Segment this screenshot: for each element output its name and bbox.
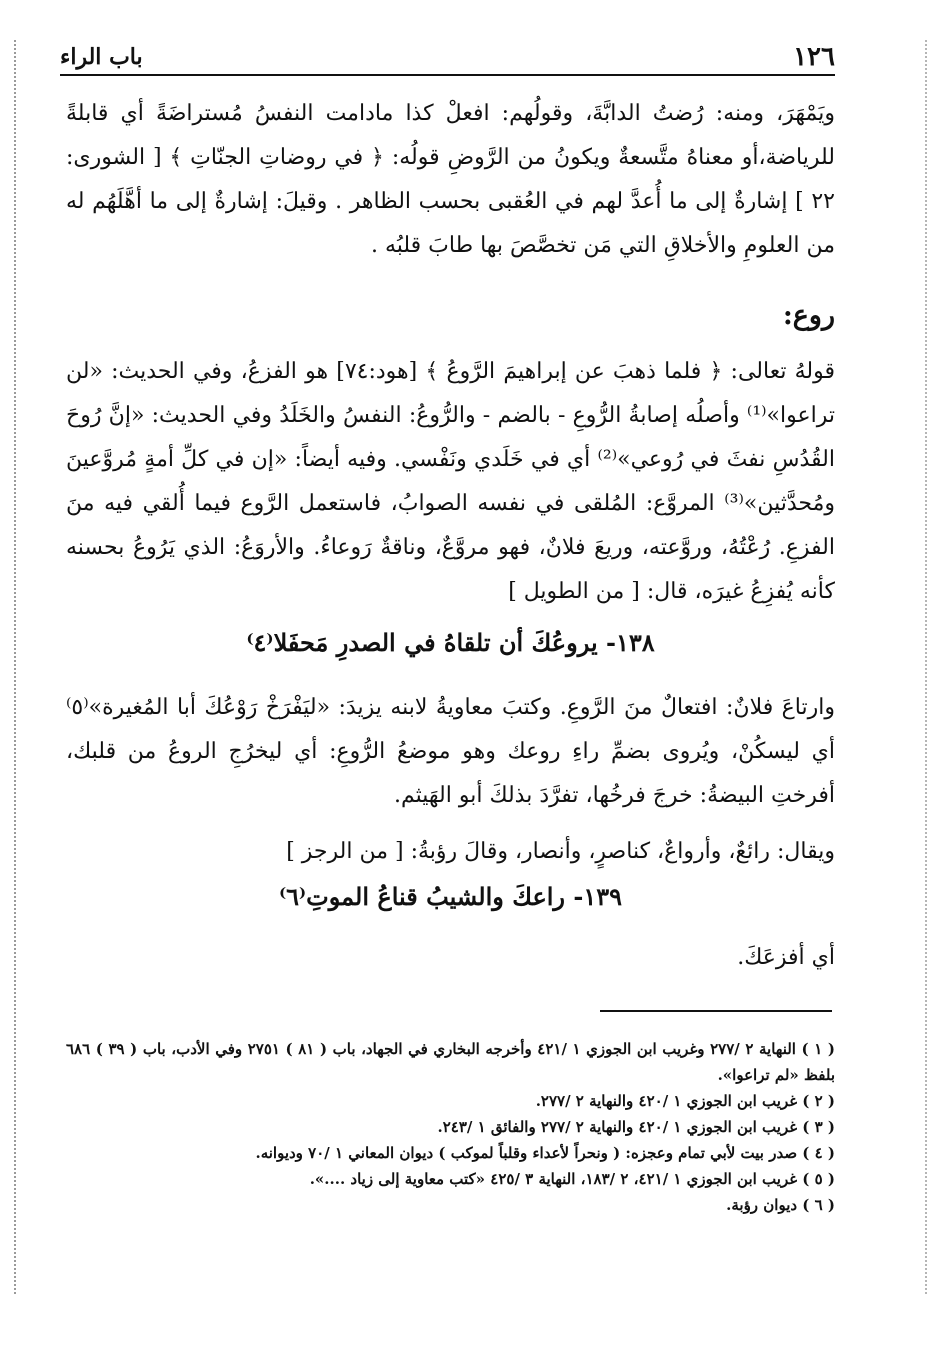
footnote-separator xyxy=(600,1010,832,1012)
footnote-2: ( ٢ ) غريب ابن الجوزي ١ /٤٢٠ والنهاية ٢ /٢٧٧. xyxy=(535,1092,835,1110)
root-heading: روع: xyxy=(782,300,835,331)
chapter-title: باب الراء xyxy=(60,44,143,70)
footnote-3: ( ٣ ) غريب ابن الجوزي ١ /٤٢٠ والنهاية ٢ /٢٧٧ والفائق ١ /٢٤٣. xyxy=(437,1118,835,1136)
paragraph-3: وارتاعَ فلانٌ: افتعالٌ منَ الرَّوعِ. وكتبَ معاويةُ لابنه يزيدَ: «ليَفْرَخْ رَوْعُكَ أبا المُغيرة»⁽٥⁾ أي ليسكُنْ، ويُروى بضمِّ راءِ روعك وهو موضعُ الرُّوعِ: أي ليخرُجِ الروعُ من قلبك، أفرختِ البيضةُ: خرجَ فرخُها، تفرَّدَ بذلكَ أبو الهَيثم. xyxy=(66,695,835,808)
paragraph-5: أي أفزعَكَ. xyxy=(737,945,835,970)
page-number: ١٢٦ xyxy=(793,42,835,72)
footnote-6: ( ٦ ) ديوان رؤبة. xyxy=(726,1196,835,1214)
right-margin-dotted-line xyxy=(925,40,927,1294)
footnotes xyxy=(66,1036,835,1218)
paragraph-4: ويقال: رائعٌ، وأرواعٌ، كناصرٍ، وأنصار، وقالَ رؤبةُ: [ من الرجز ] xyxy=(286,839,835,864)
paragraph-1: ويَمْهَرَ، ومنه: رُضتُ الدابَّةَ، وقولُهم: افعلْ كذا مادامت النفسُ مُستراضَةً أي قابلةً للرياضة،أو معناهُ متَّسعةٌ ويكونُ من الرَّوضِ قولُه: ﴿ في روضاتِ الجنّاتِ ﴾ [ الشورى: ٢٢ ] إشارةٌ إلى ما أُعدَّ لهم في العُقبى بحسب الظاهر . وقيلَ: إشارةٌ إلى ما أهَّلَهُم له من العلومِ والأخلاقِ التي مَن تخصَّصَ بها طابَ قلبُه . xyxy=(66,101,835,258)
footnote-4: ( ٤ ) صدر بيت لأبي تمام وعجزه: ( ونحراً لأعداء وقلباً لموكب ) ديوان المعاني ١ /٧٠ وديوانه. xyxy=(255,1144,835,1162)
footnote-5: ( ٥ ) غريب ابن الجوزي ١ /٤٢١، ٢ /١٨٣، النهاية ٣ /٤٢٥ «كتب معاوية إلى زياد ....». xyxy=(309,1170,835,1188)
verse-138: ١٣٨- يروعُكَ أن تلقاهُ في الصدرِ مَحفَلا⁽٤⁾ xyxy=(246,628,655,657)
left-margin-dotted-line xyxy=(14,40,16,1294)
page-header xyxy=(60,40,835,76)
footnote-1: ( ١ ) النهاية ٢ /٢٧٧ وغريب ابن الجوزي ١ /٤٢١ وأخرجه البخاري في الجهاد، باب ( ٨١ ) ٢٧٥١ وفي الأدب، باب ( ٣٩ ) ٦٨٦ بلفظ «لم تراعوا». xyxy=(66,1040,835,1084)
verse-139: ١٣٩- راعكَ والشيبُ قناعُ الموتِ⁽٦⁾ xyxy=(278,882,623,911)
paragraph-2: قولهُ تعالى: ﴿ فلما ذهبَ عن إبراهيمَ الرَّوعُ ﴾ [هود:٧٤] هو الفزعُ، وفي الحديث: «لن تراعوا»⁽¹⁾ وأصلُه إصابةُ الرُّوعِ - بالضم - والرُّوعُ: النفسُ والخَلَدُ وفي الحديث: «إنَّ رُوحَ القُدُسِ نفثَ في رُوعي»⁽²⁾ أي في خَلَدي ونَفْسي. وفيه أيضاً: «إن في كلِّ أمةٍ مُروَّعينَ ومُحدَّثين»⁽³⁾ المروَّع: المُلقى في نفسه الصوابُ، فاستعمل الرَّوع فيما أُلقي فيه منَ الفزعِ. رُعْتُهُ، وروَّعته، وريعَ فلانٌ، فهو مروَّعٌ، وناقةٌ رَوعاءُ. والأروَعُ: الذي يَرُوعُ بحسنه كأنه يُفزِعُ غيرَه، قال: [ من الطويل ] xyxy=(66,359,836,604)
